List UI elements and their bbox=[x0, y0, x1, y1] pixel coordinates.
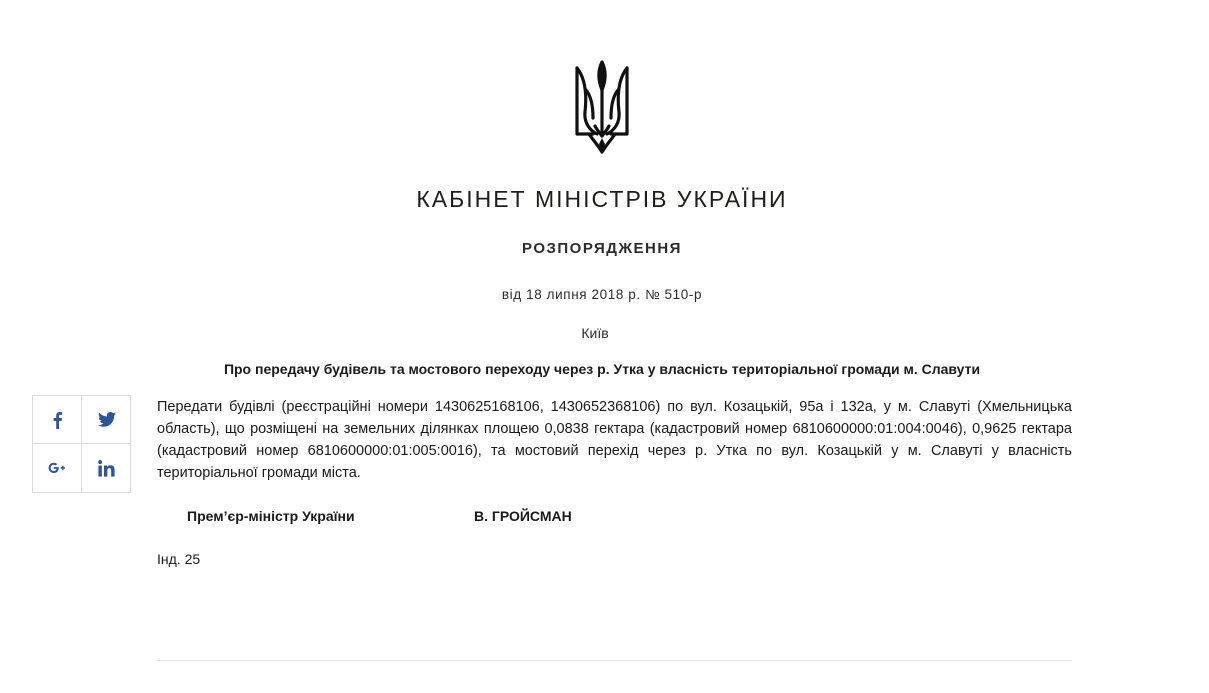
tryzub-emblem-icon bbox=[571, 60, 633, 156]
twitter-icon bbox=[98, 412, 116, 427]
divider bbox=[157, 660, 1072, 661]
share-google-plus-button[interactable] bbox=[33, 444, 82, 492]
signature-role: Прем’єр-міністр України bbox=[187, 508, 355, 524]
document-index: Інд. 25 bbox=[157, 551, 201, 567]
document-type: РОЗПОРЯДЖЕННЯ bbox=[522, 240, 682, 257]
share-linkedin-button[interactable] bbox=[82, 444, 131, 492]
organization-title: КАБІНЕТ МІНІСТРІВ УКРАЇНИ bbox=[416, 186, 788, 212]
signature-name: В. ГРОЙСМАН bbox=[474, 508, 572, 524]
share-facebook-button[interactable] bbox=[33, 396, 82, 444]
linkedin-icon bbox=[98, 460, 115, 477]
google-plus-icon bbox=[48, 462, 66, 474]
facebook-icon bbox=[51, 411, 63, 429]
document-city: Київ bbox=[581, 325, 609, 341]
document-body: Передати будівлі (реєстраційні номери 1430625168106, 1430652368106) по вул. Козацькій, 95а і 132а, у м. Славуті (Хмельницька область), що розміщені на земельних ділянках площею 0,0838 гектара (кадастровий номер 6810600000:01:004:0046), 0,9625 гектара (кадастровий номер 6810600000:01:005:0016), та мостовий перехід через р. Утка по вул. Козацькій у м. Славуті у власність територіальної громади міста. bbox=[157, 399, 1072, 481]
document-date-number: від 18 липня 2018 р. № 510-р bbox=[501, 287, 703, 302]
share-twitter-button[interactable] bbox=[82, 396, 131, 444]
share-panel bbox=[32, 395, 131, 493]
document-subject: Про передачу будівель та мостового переходу через р. Утка у власність територіальної громади м. Славути bbox=[223, 361, 981, 377]
